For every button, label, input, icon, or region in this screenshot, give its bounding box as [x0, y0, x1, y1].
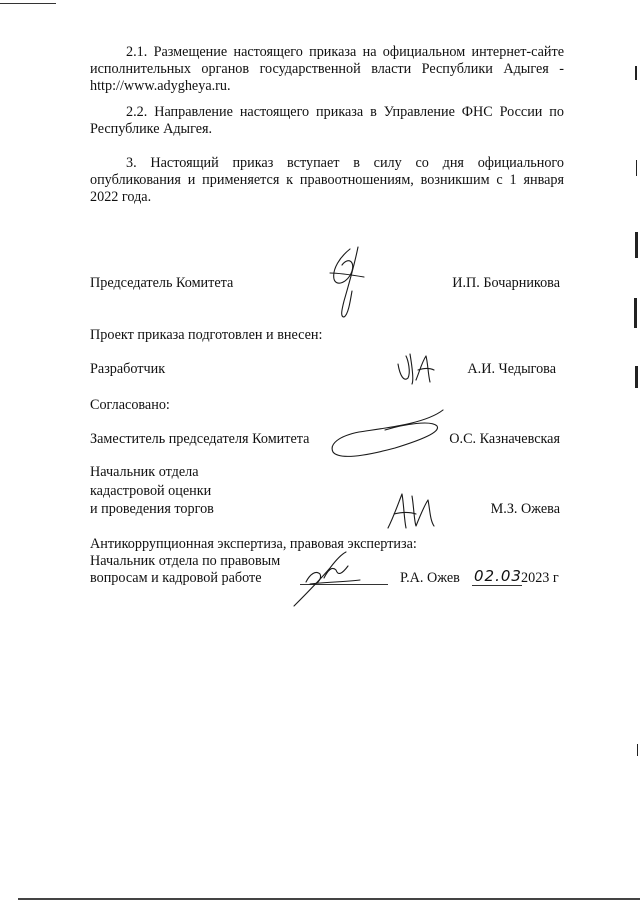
head-signature [384, 486, 440, 534]
legal-date-handwritten: 02.03 [474, 567, 522, 585]
chair-signature [318, 243, 378, 323]
agreed-label: Согласовано: [90, 397, 170, 413]
scan-edge-mark [635, 232, 638, 258]
developer-signature [394, 350, 438, 388]
chair-title: Председатель Комитета [90, 275, 234, 291]
top-edge-line [0, 3, 56, 4]
head-title-line-1: Начальник отдела [90, 464, 199, 480]
clause-text: 2.1. Размещение настоящего приказа на официальном интернет-сайте исполнительных органов государственной власти Республики Адыгея - http://www.adygheya.ru. [90, 44, 564, 94]
scan-edge-mark [636, 160, 637, 176]
clause-2-2 [90, 104, 564, 138]
head-title-line-3: и проведения торгов [90, 501, 214, 517]
legal-signature [290, 548, 370, 610]
legal-title-line-1: Начальник отдела по правовым [90, 553, 281, 569]
legal-year: 2023 г [521, 570, 559, 586]
legal-date-line [472, 585, 522, 586]
prepared-label: Проект приказа подготовлен и внесен: [90, 327, 323, 343]
bottom-edge-line [18, 898, 640, 900]
chair-name: И.П. Бочарникова [452, 275, 560, 291]
deputy-title: Заместитель председателя Комитета [90, 431, 310, 447]
legal-name: Р.А. Ожев [400, 570, 460, 586]
scan-edge-mark [635, 366, 638, 388]
clause-text: 3. Настоящий приказ вступает в силу со дня официального опубликования и применяется к правоотношениям, возникшим с 1 января 2022 года. [90, 155, 564, 205]
developer-name: А.И. Чедыгова [467, 361, 556, 377]
scan-edge-mark [635, 66, 637, 80]
clause-2-1 [90, 44, 564, 95]
clause-text: 2.2. Направление настоящего приказа в Управление ФНС России по Республике Адыгея. [90, 104, 564, 137]
clause-3 [90, 155, 564, 206]
expertise-label: Антикоррупционная экспертиза, правовая экспертиза: [90, 536, 417, 552]
head-name: М.З. Ожева [490, 501, 560, 517]
scan-edge-mark [637, 744, 638, 756]
deputy-signature [325, 406, 450, 462]
deputy-name: О.С. Казначевская [449, 431, 560, 447]
scan-edge-mark [634, 298, 637, 328]
head-title-line-2: кадастровой оценки [90, 483, 212, 499]
legal-title-line-2: вопросам и кадровой работе [90, 570, 262, 586]
developer-title: Разработчик [90, 361, 166, 377]
